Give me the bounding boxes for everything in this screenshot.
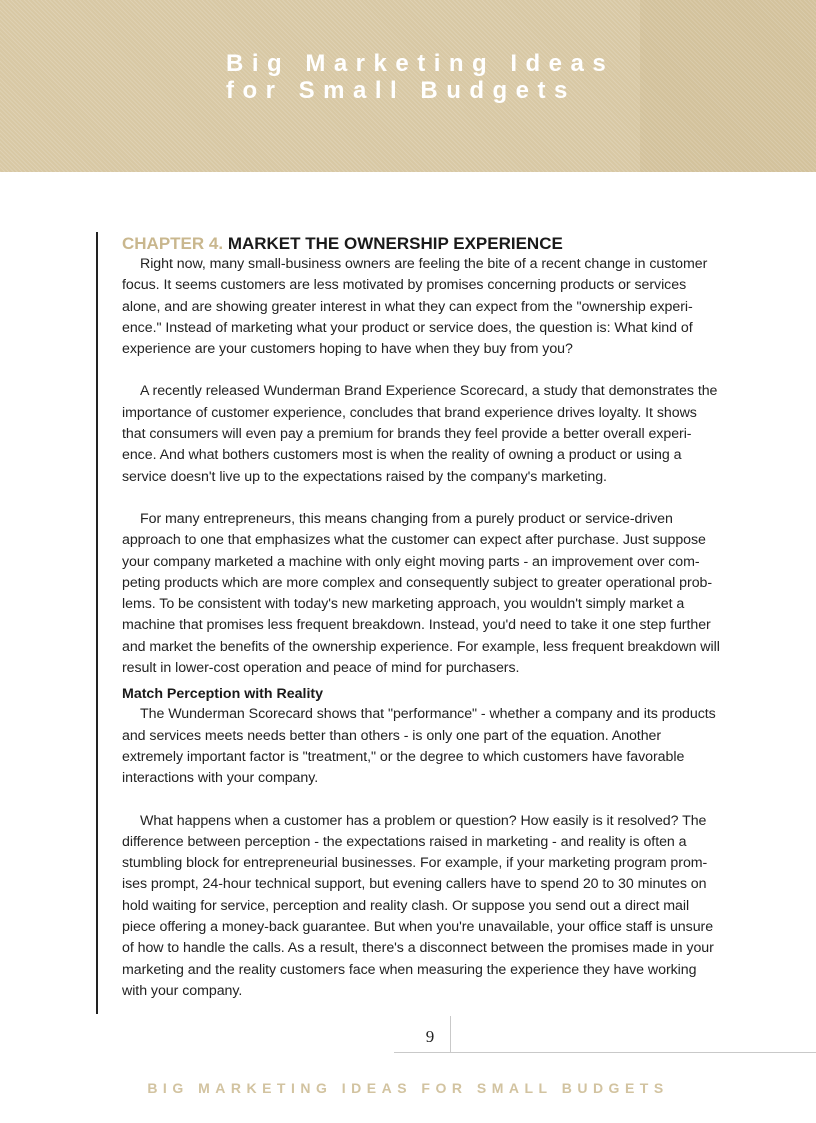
- page-number: 9: [425, 1027, 435, 1046]
- header-banner-accent: [640, 0, 816, 172]
- main-content: [122, 234, 722, 1002]
- book-title: [226, 50, 614, 104]
- section-heading: Match Perception with Reality: [122, 686, 324, 703]
- left-margin-rule: [96, 232, 98, 1014]
- chapter-title: MARKET THE OWNERSHIP EXPERIENCE: [227, 234, 563, 253]
- chapter-label: CHAPTER 4.: [122, 234, 224, 253]
- paragraph-1: Right now, many small-business owners are feeling the bite of a recent change in customer focus. It seems customers are less motivated by promises concerning products or services alone, and are showing greater interest in what they can expect from the "ownership experi-ence." Instead of marketing what your product or service does, the question is: What kind of experience are your customers hoping to have when they buy from you?: [122, 256, 708, 358]
- section-paragraph-2: What happens when a customer has a problem or question? How easily is it resolved? The difference between perception - the expectations raised in marketing - and reality is often a stumbling block for entrepreneurial businesses. For example, if your marketing program prom-ises prompt, 24-hour technical support, but evening callers have to spend 20 to 30 minutes on hold waiting for service, perception and reality clash. Or suppose you send out a direct mail piece offering a money-back guarantee. But when you're unavailable, your office staff is unsure of how to handle the calls. As a result, there's a disconnect between the promises made in your marketing and the reality customers face when measuring the experience they have working with your company.: [122, 812, 714, 999]
- chapter-heading: [122, 234, 722, 254]
- section-paragraph-1: The Wunderman Scorecard shows that "performance" - whether a company and its products and services meets needs better than others - is only one part of the equation. Another extremely important factor is "treatment," or the degree to which customers have favorable interactions with your company.: [122, 706, 716, 787]
- paragraph-spacer: [122, 360, 722, 381]
- book-title-line-2: for Small Budgets: [226, 77, 576, 104]
- footer-rule: [394, 1052, 816, 1053]
- page-number-divider: [450, 1016, 451, 1052]
- paragraph-3: For many entrepreneurs, this means changing from a purely product or service-driven approach to one that emphasizes what the customer can expect after purchase. Just suppose your company marketed a machine with only eight moving parts - an improvement over com-peting products which are more complex and consequently subject to greater operational prob-lems. To be consistent with today's new marketing approach, you wouldn't simply market a machine that promises less frequent breakdown. Instead, you'd need to take it one step further and market the benefits of the ownership experience. For example, less frequent breakdown will result in lower-cost operation and peace of mind for purchasers.: [122, 510, 720, 677]
- paragraph-spacer: [122, 790, 722, 811]
- paragraph-spacer: [122, 488, 722, 509]
- book-title-line-1: Big Marketing Ideas: [226, 50, 615, 77]
- paragraph-2: A recently released Wunderman Brand Experience Scorecard, a study that demonstrates the importance of customer experience, concludes that brand experience drives loyalty. It shows that consumers will even pay a premium for brands they feel provide a better overall experi-ence. And what bothers customers most is when the reality of owning a product or using a service doesn't live up to the expectations raised by the company's marketing.: [122, 383, 718, 485]
- running-footer-title: BIG MARKETING IDEAS FOR SMALL BUDGETS: [147, 1080, 669, 1096]
